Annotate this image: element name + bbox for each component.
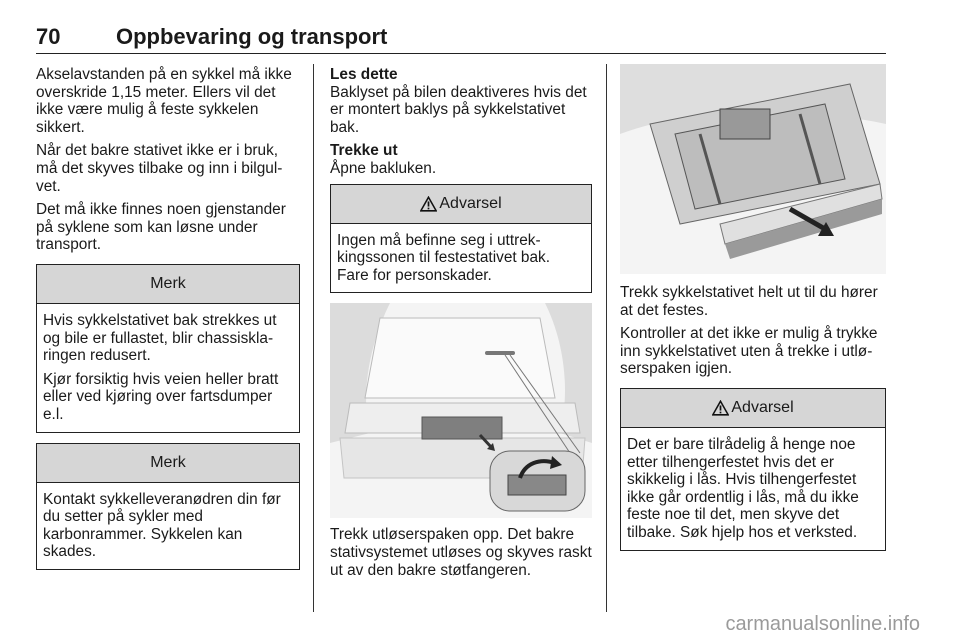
warning-text: Det er bare tilrådelig å henge noe etter tilhengerfestet hvis det er skikkelig i lås. Hvis tilhengerfestet ikke går ordentlig i lås, må du ikke feste noe til det, men skyve det tilbake. Søk hjelp hos et verksted. (627, 435, 859, 541)
note-text: Kjør forsiktig hvis veien heller bratt eller ved kjøring over fartsdumper e.l. (43, 370, 279, 423)
section-heading: Trekke ut (330, 142, 398, 160)
note-title: Merk (37, 265, 299, 304)
page-title: Oppbevaring og transport (116, 24, 388, 49)
warning-triangle-icon (420, 196, 437, 212)
column-3 (620, 66, 886, 551)
warning-box (330, 184, 592, 294)
column-2 (330, 66, 592, 585)
read-title: Les dette (330, 66, 398, 83)
paragraph: Åpne bakluken. (330, 159, 437, 177)
note-title: Merk (37, 444, 299, 483)
warning-box (620, 388, 886, 551)
warning-text: Ingen må befinne seg i uttrekkingssonen til festestativet bak. Fare for personskader. (337, 231, 551, 284)
read-text: Baklyset på bilen deaktiveres hvis det er montert baklys på sykkelstativet bak. (330, 83, 587, 136)
column-divider-1 (313, 64, 314, 612)
bike-rack-extended-figure (620, 64, 886, 274)
warning-triangle-icon (712, 400, 729, 416)
paragraph: Kontroller at det ikke er mulig å trykke inn sykkelstativet uten å trekke i utløserspaken igjen. (620, 325, 878, 378)
figure-caption: Trekk utløserspaken opp. Det bakre stativsystemet utløses og skyves raskt ut av den bakre støtfangeren. (330, 526, 592, 579)
column-1 (36, 66, 300, 570)
rear-bumper-release-figure (330, 303, 592, 518)
note-box (36, 264, 300, 433)
warning-title: Advarsel (731, 399, 794, 417)
column-divider-2 (606, 64, 607, 612)
note-text: Hvis sykkelstativet bak strekkes ut og bile er fullastet, blir chassisklaringen redusert. (43, 311, 277, 365)
paragraph: Trekk sykkelstativet helt ut til du hører at det festes. (620, 284, 878, 319)
watermark: carmanualsonline.info (725, 613, 920, 635)
page-number: 70 (36, 24, 61, 49)
page-header (36, 20, 886, 54)
paragraph: Akselavstanden på en sykkel må ikke overskride 1,15 meter. Ellers vil det ikke være mulig å feste sykkelen sikkert. (36, 66, 292, 136)
paragraph: Når det bakre stativet ikke er i bruk, må det skyves tilbake og inn i bilgulvet. (36, 142, 283, 195)
note-text: Kontakt sykkelleveranødren din før du setter på sykler med karbonrammer. Sykkelen kan skades. (43, 490, 281, 561)
note-box (36, 443, 300, 570)
warning-title: Advarsel (439, 194, 502, 212)
paragraph: Det må ikke finnes noen gjenstander på syklene som kan løsne under transport. (36, 201, 286, 254)
